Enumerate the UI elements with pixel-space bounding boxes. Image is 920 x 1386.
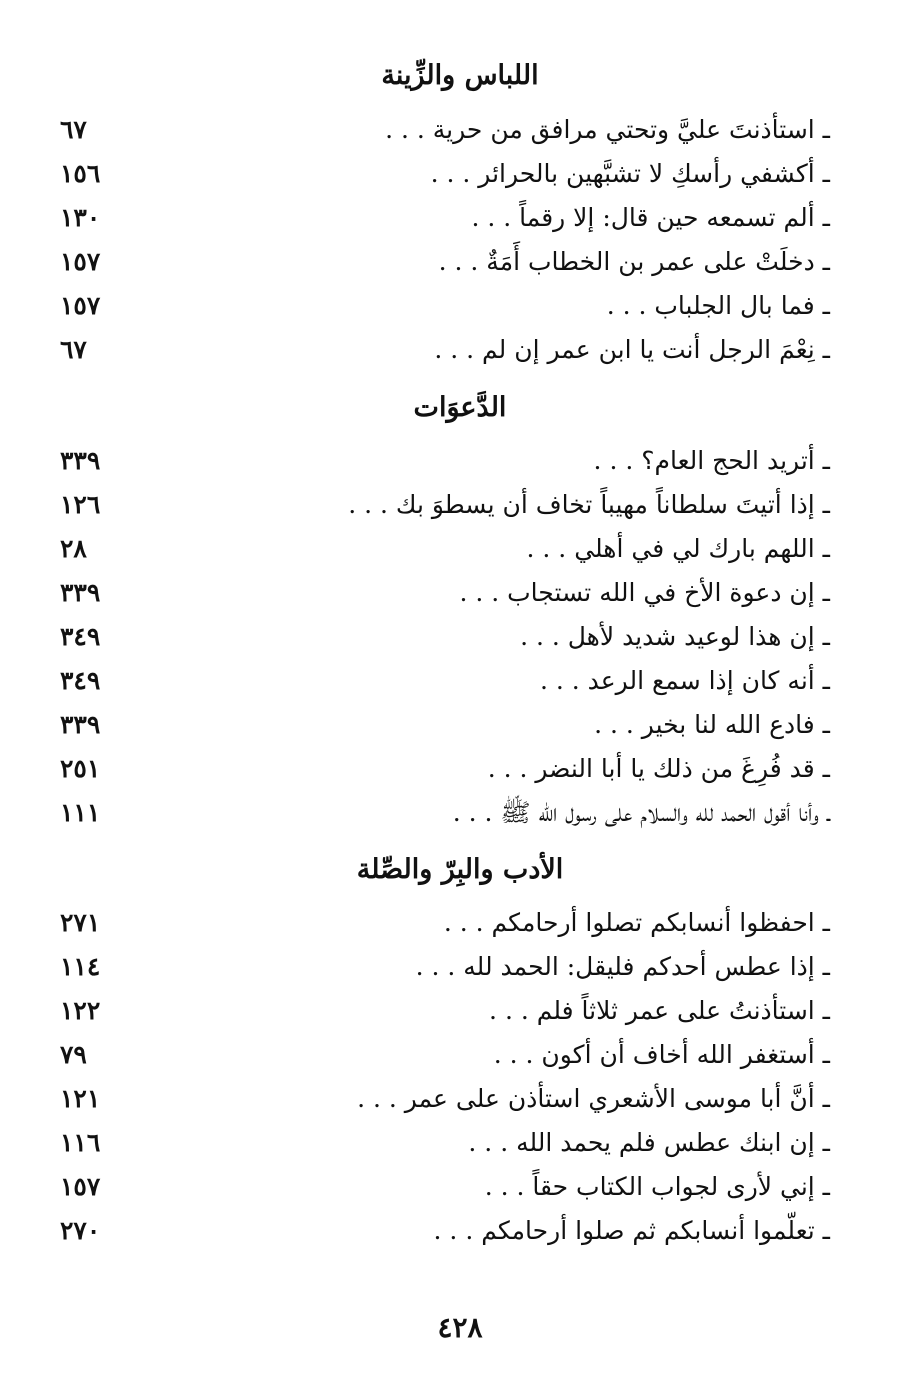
index-entry	[60, 1035, 830, 1075]
entry-page-ref: ٣٤٩	[60, 622, 101, 651]
index-entry	[60, 705, 830, 745]
entry-page-ref: ٧٩	[60, 1040, 87, 1069]
entry-page-ref: ١٥٧	[60, 291, 101, 320]
index-entry	[60, 749, 830, 789]
index-entry	[60, 947, 830, 987]
entry-text: ـ إن هذا لوعيد شديد لأهل . . .	[520, 622, 830, 651]
index-entry	[60, 529, 830, 569]
entry-text: ـ إن دعوة الأخ في الله تستجاب . . .	[459, 578, 830, 607]
entry-text: ـ تعلّموا أنسابكم ثم صلوا أرحامكم . . .	[433, 1216, 830, 1245]
entry-text: ـ إذا عطس أحدكم فليقل: الحمد لله . . .	[415, 952, 830, 981]
index-entry	[60, 242, 830, 282]
index-entry	[60, 154, 830, 194]
index-entry	[60, 617, 830, 657]
entry-text: ـ إذا أتيتَ سلطاناً مهيباً تخاف أن يسطوَ بك . . .	[348, 490, 830, 519]
entry-page-ref: ١٥٧	[60, 1172, 101, 1201]
entry-text: ـ أستغفر الله أخاف أن أكون . . .	[493, 1040, 830, 1069]
entry-page-ref: ٢٨	[60, 534, 87, 563]
entry-text: ـ أنه كان إذا سمع الرعد . . .	[539, 666, 830, 695]
entry-page-ref: ٢٧٠	[60, 1216, 101, 1245]
entry-page-ref: ١٢٢	[60, 996, 101, 1025]
entry-text: ـ دخلَتْ على عمر بن الخطاب أَمَةٌ . . .	[438, 247, 830, 276]
index-entry	[60, 286, 830, 326]
index-entry	[60, 903, 830, 943]
index-entry	[60, 793, 830, 833]
entry-text: ـ استأذنتَ عليَّ وتحتي مرافق من حرية . . .	[385, 115, 830, 144]
entry-page-ref: ١١٦	[60, 1128, 101, 1157]
entry-text: ـ قد فُرِغَ من ذلك يا أبا النضر . . .	[487, 754, 830, 783]
index-entry	[60, 991, 830, 1031]
section-title-supplications: الدَّعوَات	[413, 392, 507, 423]
entry-page-ref: ١١٤	[60, 952, 101, 981]
entry-text: ـ إني لأرى لجواب الكتاب حقاً . . .	[484, 1172, 830, 1201]
entry-page-ref: ٣٣٩	[60, 578, 101, 607]
index-entry	[60, 1079, 830, 1119]
entry-page-ref: ١٥٧	[60, 247, 101, 276]
entry-text: ـ فادع الله لنا بخير . . .	[594, 710, 830, 739]
entry-text: ـ أنَّ أبا موسى الأشعري استأذن على عمر . . .	[357, 1084, 830, 1113]
section-title-clothing: اللباس والزِّينة	[381, 60, 539, 91]
index-entry	[60, 1211, 830, 1251]
index-entry	[60, 198, 830, 238]
entry-page-ref: ٢٥١	[60, 754, 101, 783]
entry-page-ref: ٦٧	[60, 115, 87, 144]
entry-page-ref: ٣٣٩	[60, 710, 101, 739]
index-entry	[60, 441, 830, 481]
entry-page-ref: ٦٧	[60, 335, 87, 364]
entry-page-ref: ٢٧١	[60, 908, 101, 937]
entry-text: ـ استأذنتُ على عمر ثلاثاً فلم . . .	[489, 996, 830, 1025]
index-entry	[60, 1123, 830, 1163]
entry-text: ـ فما بال الجلباب . . .	[606, 291, 830, 320]
entry-text: ـ إن ابنك عطس فلم يحمد الله . . .	[468, 1128, 830, 1157]
index-entry	[60, 573, 830, 613]
page-number: ٤٢٨	[437, 1311, 483, 1344]
entry-page-ref: ١١١	[60, 798, 101, 827]
entry-page-ref: ١٢٦	[60, 490, 101, 519]
entry-page-ref: ٣٤٩	[60, 666, 101, 695]
entry-text: ـ اللهم بارك لي في أهلي . . .	[526, 534, 830, 563]
entry-page-ref: ١٢١	[60, 1084, 101, 1113]
entry-text: ـ نِعْمَ الرجل أنت يا ابن عمر إن لم . . .	[434, 335, 830, 364]
entry-text: ـ أكشفي رأسكِ لا تشبَّهين بالحرائر . . .	[430, 159, 830, 188]
entry-text: ـ ألم تسمعه حين قال: إلا رقماً . . .	[471, 203, 830, 232]
entry-text: ـ احفظوا أنسابكم تصلوا أرحامكم . . .	[443, 908, 830, 937]
entry-page-ref: ١٣٠	[60, 203, 101, 232]
entry-page-ref: ٣٣٩	[60, 446, 101, 475]
index-entry	[60, 330, 830, 370]
entry-text: ـ وأنا أقول الحمد لله والسلام على رسول الله ﷺ . . .	[452, 798, 830, 827]
index-entry	[60, 485, 830, 525]
index-entry	[60, 110, 830, 150]
entry-text: ـ أتريد الحج العام؟ . . .	[593, 446, 830, 475]
index-entry	[60, 661, 830, 701]
index-entry	[60, 1167, 830, 1207]
entry-page-ref: ١٥٦	[60, 159, 101, 188]
section-title-manners: الأدب والبِرّ والصِّلة	[356, 854, 564, 885]
